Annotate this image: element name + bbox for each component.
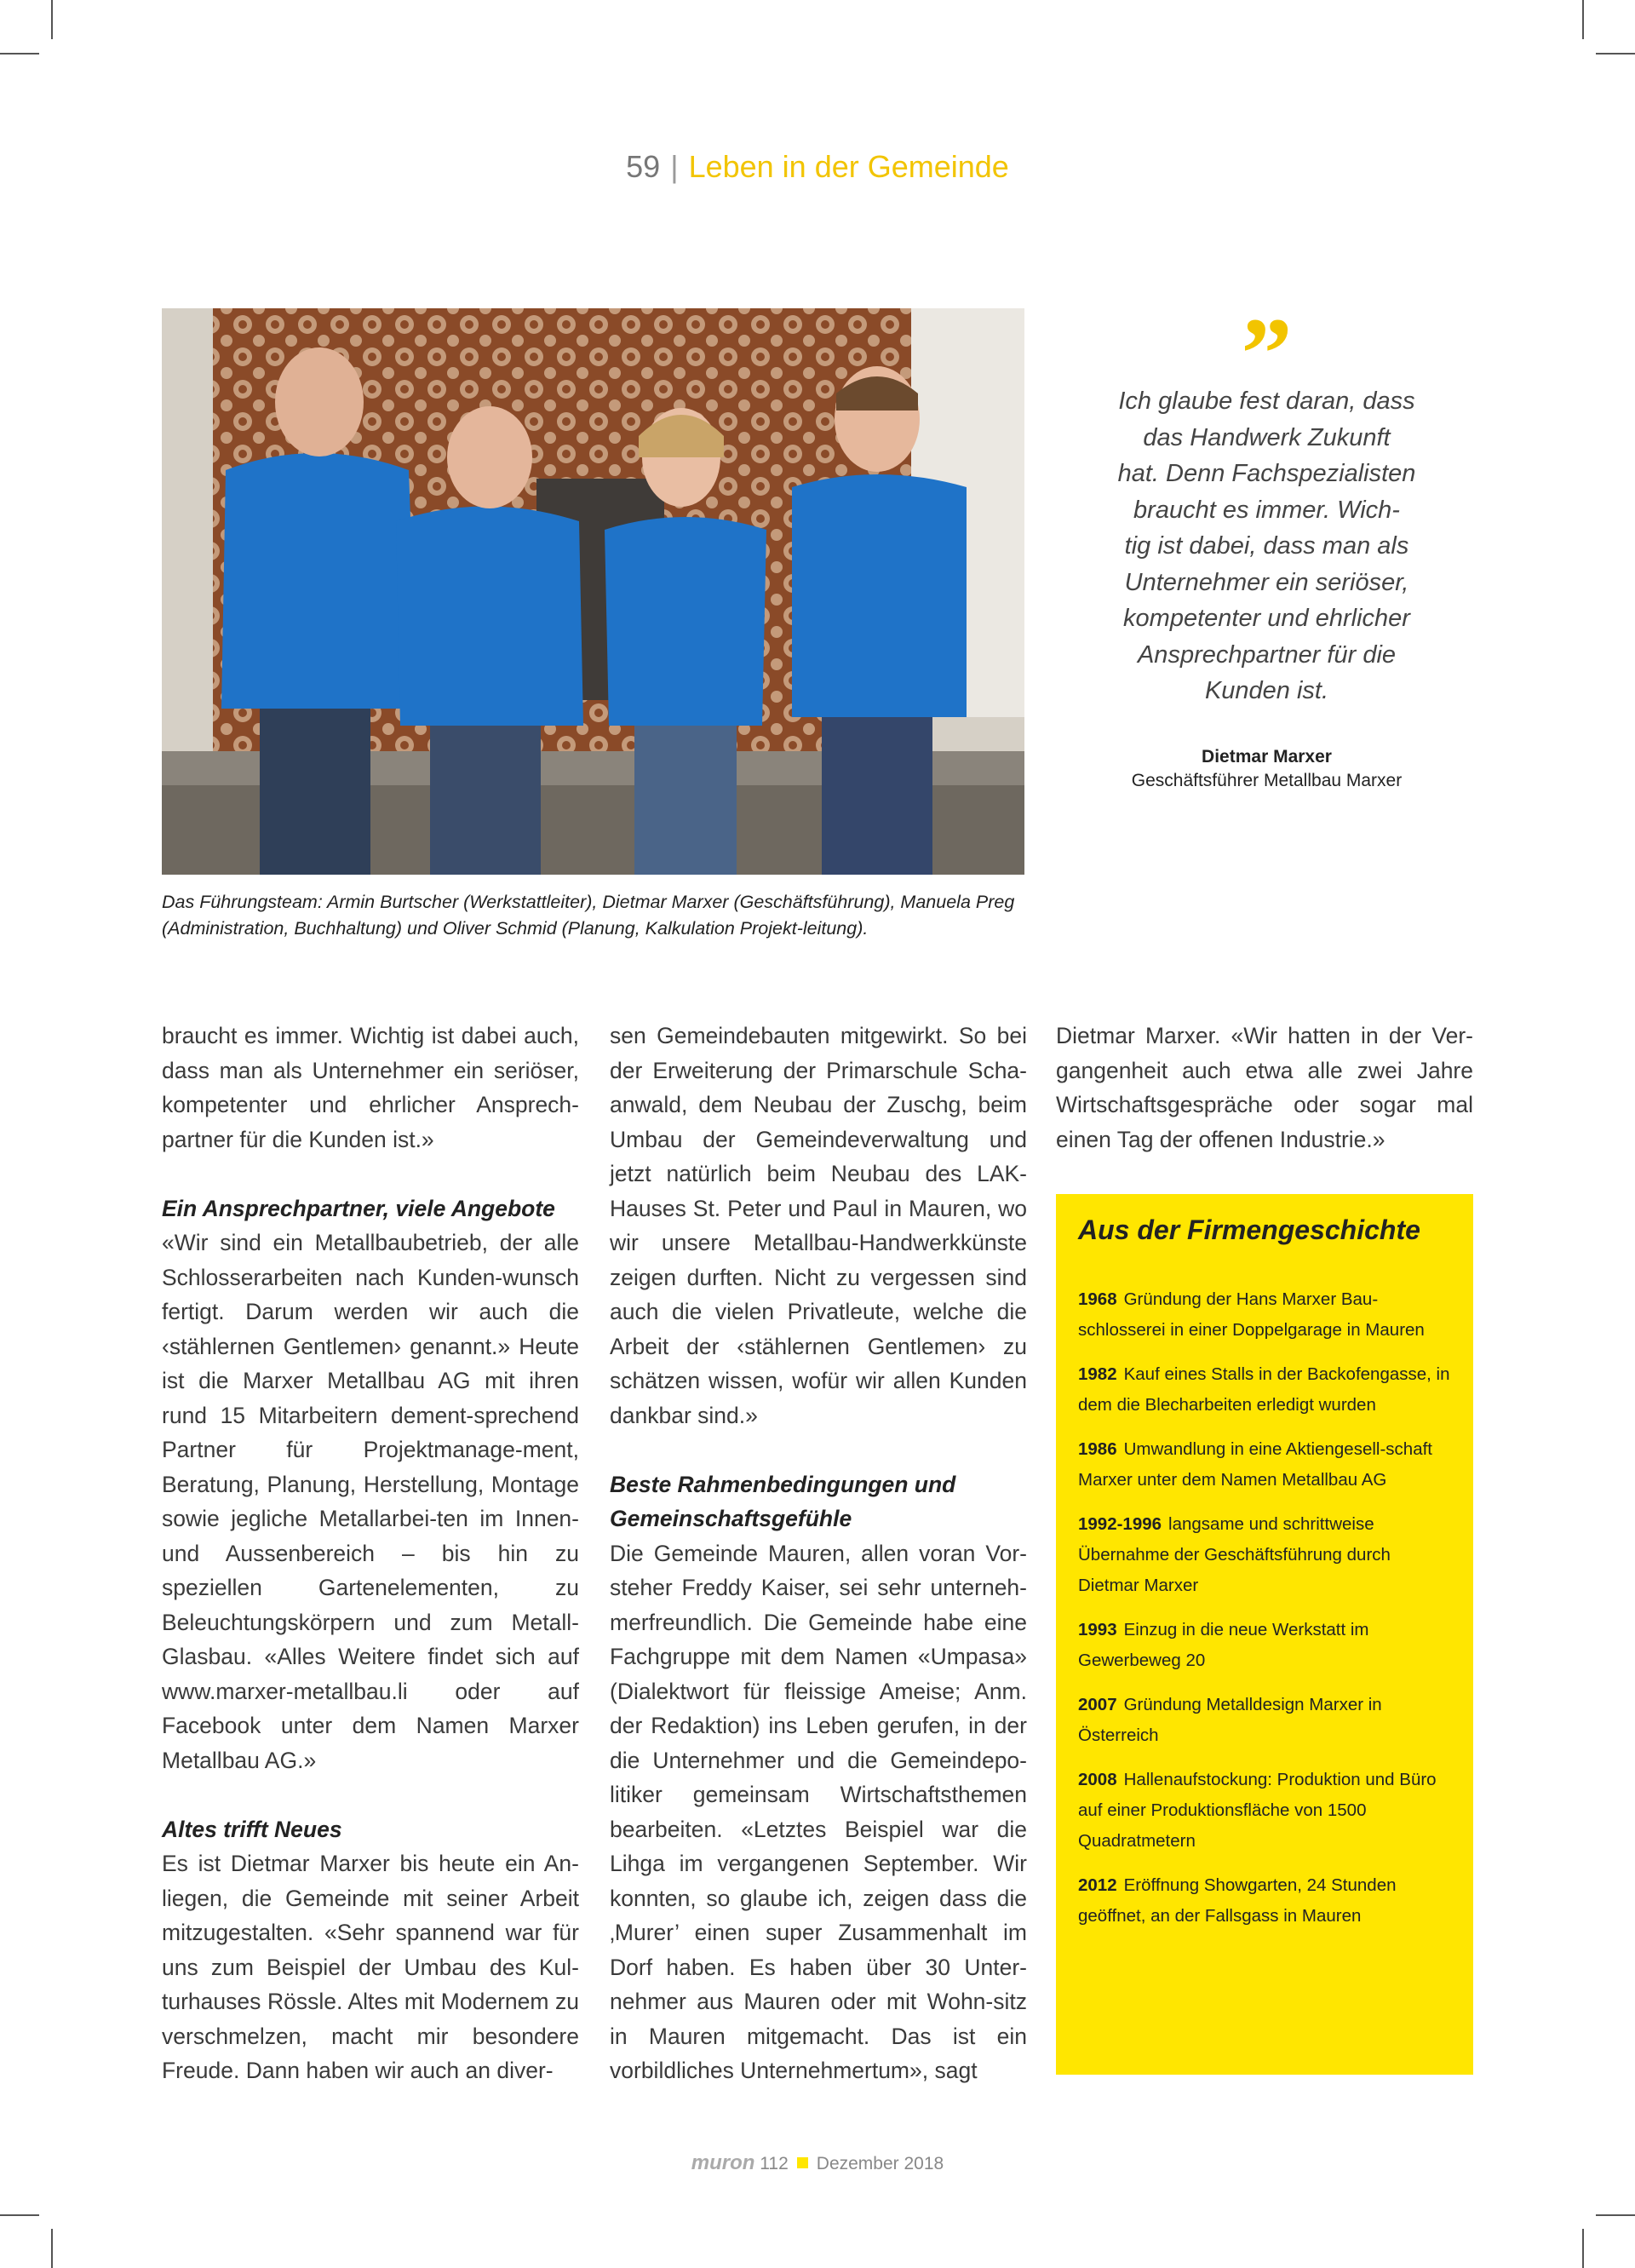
history-entry [1078, 1359, 1451, 1421]
article-column-1 [162, 1019, 579, 2088]
history-entry [1078, 1509, 1451, 1601]
crop-mark [1582, 0, 1584, 39]
issue-date: Dezember 2018 [816, 2154, 944, 2173]
crop-mark [51, 0, 53, 39]
quote-line: braucht es immer. Wich- [1133, 496, 1400, 524]
quote-line: Unternehmer ein seriöser, [1124, 568, 1409, 596]
body-paragraph: Es ist Dietmar Marxer bis heute ein An-liegen, die Gemeinde mit seiner Arbeit mitzugestalten. «Sehr spannend war für uns zum Beispiel der Umbau des Kul-turhauses Rössle. Altes mit Modernem zu verschmelzen, macht mir besondere Freude. Dann haben wir auch an diver- [162, 1851, 579, 2083]
crop-mark [0, 2214, 39, 2216]
crop-mark [1596, 2214, 1635, 2216]
subheading: Ein Ansprechpartner, viele Angebote [162, 1195, 555, 1221]
history-year: 1993 [1078, 1620, 1117, 1639]
body-paragraph: braucht es immer. Wichtig ist dabei auch, dass man als Unternehmer ein seriöser, kompetenter und ehrlicher Ansprech-partner für die Kunden ist.» [162, 1023, 579, 1152]
article-column-3 [1056, 1019, 1473, 1157]
team-photo-illustration [162, 308, 1024, 875]
body-paragraph: Dietmar Marxer. «Wir hatten in der Ver-gangenheit auch etwa alle zwei Jahre Wirtschaftsgespräche oder sogar mal einen Tag der offenen Industrie.» [1056, 1023, 1473, 1152]
header-separator: | [670, 149, 679, 184]
quote-line: kompetenter und ehrlicher [1123, 605, 1410, 632]
history-entry [1078, 1615, 1451, 1676]
history-text: Umwandlung in eine Aktiengesell-schaft Marxer unter dem Namen Metallbau AG [1078, 1439, 1432, 1490]
page-header [0, 146, 1635, 187]
subheading: Altes trifft Neues [162, 1816, 342, 1842]
quote-line: Kunden ist. [1204, 677, 1329, 704]
magazine-name: muron [691, 2151, 755, 2174]
history-entry [1078, 1284, 1451, 1346]
history-text: Gründung der Hans Marxer Bau-schlosserei in einer Doppelgarage in Mauren [1078, 1289, 1425, 1340]
history-year: 1982 [1078, 1364, 1117, 1384]
quote-mark-icon: ” [1241, 296, 1293, 410]
quote-line: tig ist dabei, dass man als [1124, 532, 1409, 560]
quote-line: hat. Denn Fachspezialisten [1117, 460, 1416, 487]
history-text: Gründung Metalldesign Marxer in Österreich [1078, 1695, 1382, 1745]
page-number: 59 [626, 149, 661, 184]
quote-author-role: Geschäftsführer Metallbau Marxer [1131, 770, 1403, 790]
pull-quote [1073, 296, 1460, 793]
history-year: 1968 [1078, 1289, 1117, 1309]
history-entry [1078, 1765, 1451, 1857]
crop-mark [1582, 2229, 1584, 2268]
history-year: 2012 [1078, 1875, 1117, 1895]
issue-number: 112 [760, 2154, 789, 2173]
crop-mark [1596, 53, 1635, 55]
body-paragraph: Die Gemeinde Mauren, allen voran Vor-steher Freddy Kaiser, sei sehr unterneh-merfreundlich. Die Gemeinde habe eine Fachgruppe mit dem Namen «Umpasa» (Dialektwort für fleissige Ameise; Anm. der Redaktion) ins Leben gerufen, in der die Unternehmer und die Gemeindepo-litiker gemeinsam Wirtschaftsthemen bearbeiten. «Letztes Beispiel war die Lihga im vergangenen September. Wir konnten, so glaube ich, zeigen dass die ‚Murer’ einen super Zusammenhalt im Dorf haben. Es haben über 30 Unter-nehmer aus Mauren oder mit Wohn-sitz in Mauren mitgemacht. Das ist ein vorbildliches Unternehmertum», sagt [610, 1540, 1027, 2083]
history-year: 1986 [1078, 1439, 1117, 1459]
quote-line: Ich glaube fest daran, dass [1118, 388, 1415, 415]
body-paragraph: «Wir sind ein Metallbaubetrieb, der alle Schlosserarbeiten nach Kunden-wunsch fertigt. Darum werden wir auch die ‹stählernen Gentlemen› genannt.» Heute ist die Marxer Metallbau AG mit ihren rund 15 Mitarbeitern dement-sprechend Partner für Projektmanage-ment, Beratung, Planung, Herstellung, Montage sowie jegliche Metallarbei-ten im Innen- und Aussenbereich – bis hin zu speziellen Gartenelementen, zu Beleuchtungskörpern und zum Metall-Glasbau. «Alles Weitere findet sich auf www.marxer-metallbau.li oder auf Facebook unter dem Namen Marxer Metallbau AG.» [162, 1230, 579, 1773]
quote-line: Ansprechpartner für die [1137, 640, 1397, 669]
page-footer [0, 2151, 1635, 2176]
history-text: Hallenaufstockung: Produktion und Büro auf einer Produktionsfläche von 1500 Quadratmetern [1078, 1770, 1437, 1851]
quote-line: das Handwerk Zukunft [1143, 423, 1391, 451]
quote-text [1073, 383, 1460, 709]
article-column-2 [610, 1019, 1027, 2088]
history-year: 1992-1996 [1078, 1514, 1162, 1534]
team-photo [162, 308, 1024, 875]
photo-caption: Das Führungsteam: Armin Burtscher (Werkstattleiter), Dietmar Marxer (Geschäftsführung), Manuela Preg (Administration, Buchhaltung) und Oliver Schmid (Planung, Kalkulation Projekt-leitung). [162, 892, 1015, 939]
history-title: Aus der Firmengeschichte [1078, 1214, 1420, 1245]
crop-mark [51, 2229, 53, 2268]
square-icon [797, 2157, 808, 2168]
body-paragraph: sen Gemeindebauten mitgewirkt. So bei der Erweiterung der Primarschule Scha-anwald, dem Neubau der Zuschg, beim Umbau der Gemeindeverwaltung und jetzt natürlich beim Neubau des LAK-Hauses St. Peter und Paul in Mauren, wo wir unsere Metallbau-Handwerkkünste zeigen durften. Nicht zu vergessen sind auch die vielen Privatleute, welche die Arbeit der ‹stählernen Gentlemen› zu schätzen wissen, wofür wir allen Kunden dankbar sind.» [610, 1023, 1027, 1428]
company-history-box [1056, 1194, 1473, 2075]
history-text: langsame und schrittweise Übernahme der Geschäftsführung durch Dietmar Marxer [1078, 1514, 1391, 1595]
quote-author: Dietmar Marxer [1202, 746, 1332, 767]
history-year: 2007 [1078, 1695, 1117, 1714]
history-entry [1078, 1870, 1451, 1932]
history-text: Kauf eines Stalls in der Backofengasse, in dem die Blecharbeiten erledigt wurden [1078, 1364, 1450, 1415]
history-entry [1078, 1690, 1451, 1751]
history-entry [1078, 1434, 1451, 1496]
history-text: Einzug in die neue Werkstatt im Gewerbeweg 20 [1078, 1620, 1369, 1670]
section-title: Leben in der Gemeinde [688, 149, 1009, 184]
crop-mark [0, 53, 39, 55]
history-year: 2008 [1078, 1770, 1117, 1789]
history-text: Eröffnung Showgarten, 24 Stunden geöffnet, an der Fallsgass in Mauren [1078, 1875, 1397, 1926]
subheading: Beste Rahmenbedingungen und Gemeinschaftsgefühle [610, 1471, 956, 1531]
